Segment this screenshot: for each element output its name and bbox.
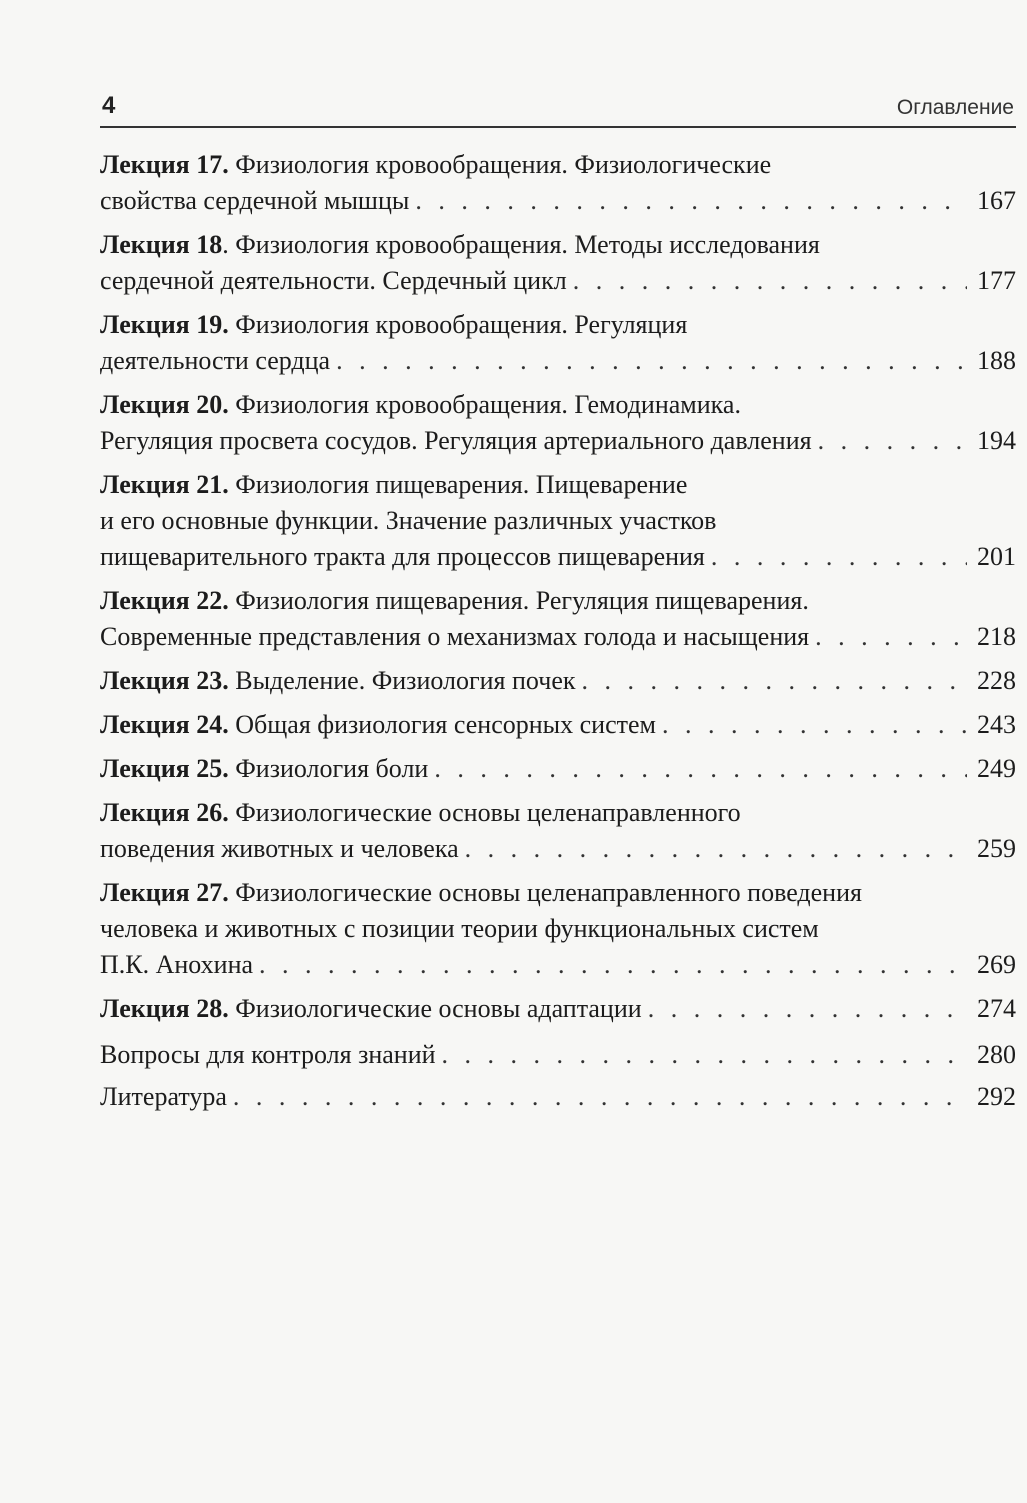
dot-leader — [648, 991, 967, 1027]
page-ref: 188 — [977, 346, 1016, 375]
entry-title: Вопросы для контроля знаний — [100, 1040, 436, 1069]
lecture-label: Лекция 18 — [100, 230, 223, 259]
toc-entry-literature — [100, 1079, 1016, 1115]
entry-title: Выделение. Физиология почек — [235, 666, 576, 695]
lecture-label: Лекция 24. — [100, 710, 229, 739]
page-ref: 259 — [977, 834, 1016, 863]
toc-entry-lecture-20 — [100, 387, 1016, 459]
lecture-label: Лекция 22. — [100, 586, 229, 615]
lecture-label: Лекция 25. — [100, 754, 229, 783]
toc-entry-lecture-17 — [100, 147, 1016, 219]
toc-entry-lecture-18 — [100, 227, 1016, 299]
dot-leader — [434, 751, 967, 787]
entry-title: Физиологические основы целенаправленного — [235, 798, 741, 827]
page-ref: 201 — [977, 542, 1016, 571]
page-ref: 228 — [977, 666, 1016, 695]
lecture-label: Лекция 27. — [100, 878, 229, 907]
entry-title: П.К. Анохина — [100, 950, 254, 979]
dot-leader — [818, 423, 967, 459]
entry-title: Современные представления о механизмах голода и насыщения — [100, 622, 810, 651]
entry-title: Физиология пищеварения. Регуляция пищеварения. — [235, 586, 809, 615]
page-number: 4 — [102, 92, 116, 119]
entry-title: Общая физиология сенсорных систем — [235, 710, 656, 739]
page-ref: 280 — [977, 1040, 1016, 1069]
table-of-contents — [100, 147, 1016, 1121]
toc-entry-lecture-26 — [100, 795, 1016, 867]
toc-entry-lecture-25 — [100, 751, 1016, 787]
dot-leader — [259, 947, 967, 983]
entry-title: деятельности сердца — [100, 346, 331, 375]
dot-leader — [573, 263, 967, 299]
dot-leader — [815, 619, 967, 655]
entry-title: человека и животных с позиции теории функциональных систем — [100, 914, 819, 943]
lecture-label: Лекция 26. — [100, 798, 229, 827]
toc-entry-lecture-22 — [100, 583, 1016, 655]
entry-title: Физиология кровообращения. Гемодинамика. — [235, 390, 741, 419]
lecture-label: Лекция 28. — [100, 994, 229, 1023]
entry-title: поведения животных и человека — [100, 834, 459, 863]
page-ref: 274 — [977, 994, 1016, 1023]
entry-title: Физиология кровообращения. Физиологические — [235, 150, 772, 179]
page-ref: 243 — [977, 710, 1016, 739]
entry-title: . Физиология кровообращения. Методы исследования — [222, 230, 820, 259]
dot-leader — [582, 663, 967, 699]
entry-title: пищеварительного тракта для процессов пищеварения — [100, 542, 705, 571]
entry-title: Физиологические основы адаптации — [235, 994, 642, 1023]
entry-title: Литература — [100, 1082, 227, 1111]
entry-title: сердечной деятельности. Сердечный цикл — [100, 266, 567, 295]
dot-leader — [465, 831, 967, 867]
toc-entry-questions — [100, 1037, 1016, 1073]
page-header — [100, 92, 1016, 128]
lecture-label: Лекция 17. — [100, 150, 229, 179]
toc-extras — [100, 1037, 1016, 1115]
dot-leader — [233, 1079, 967, 1115]
toc-entry-lecture-28 — [100, 991, 1016, 1027]
page-ref: 249 — [977, 754, 1016, 783]
page-ref: 269 — [977, 950, 1016, 979]
toc-entry-lecture-21 — [100, 467, 1016, 575]
toc-entry-lecture-23 — [100, 663, 1016, 699]
dot-leader — [711, 539, 967, 575]
entry-title: Физиологические основы целенаправленного поведения — [235, 878, 862, 907]
page-ref: 218 — [977, 622, 1016, 651]
lecture-label: Лекция 19. — [100, 310, 229, 339]
entry-title: свойства сердечной мышцы — [100, 186, 410, 215]
dot-leader — [336, 343, 967, 379]
lecture-label: Лекция 20. — [100, 390, 229, 419]
entry-title: и его основные функции. Значение различных участков — [100, 506, 717, 535]
entry-title: Физиология пищеварения. Пищеварение — [235, 470, 688, 499]
toc-entry-lecture-24 — [100, 707, 1016, 743]
entry-title: Регуляция просвета сосудов. Регуляция артериального давления — [100, 426, 812, 455]
page-ref: 177 — [977, 266, 1016, 295]
running-title: Оглавление — [896, 96, 1014, 119]
entry-title: Физиология кровообращения. Регуляция — [235, 310, 688, 339]
page-ref: 194 — [977, 426, 1016, 455]
entry-title: Физиология боли — [235, 754, 429, 783]
toc-entry-lecture-19 — [100, 307, 1016, 379]
dot-leader — [442, 1037, 967, 1073]
page-ref: 167 — [977, 186, 1016, 215]
lecture-label: Лекция 21. — [100, 470, 229, 499]
toc-entry-lecture-27 — [100, 875, 1016, 983]
lecture-label: Лекция 23. — [100, 666, 229, 695]
dot-leader — [662, 707, 967, 743]
dot-leader — [415, 183, 967, 219]
page-ref: 292 — [977, 1082, 1016, 1111]
